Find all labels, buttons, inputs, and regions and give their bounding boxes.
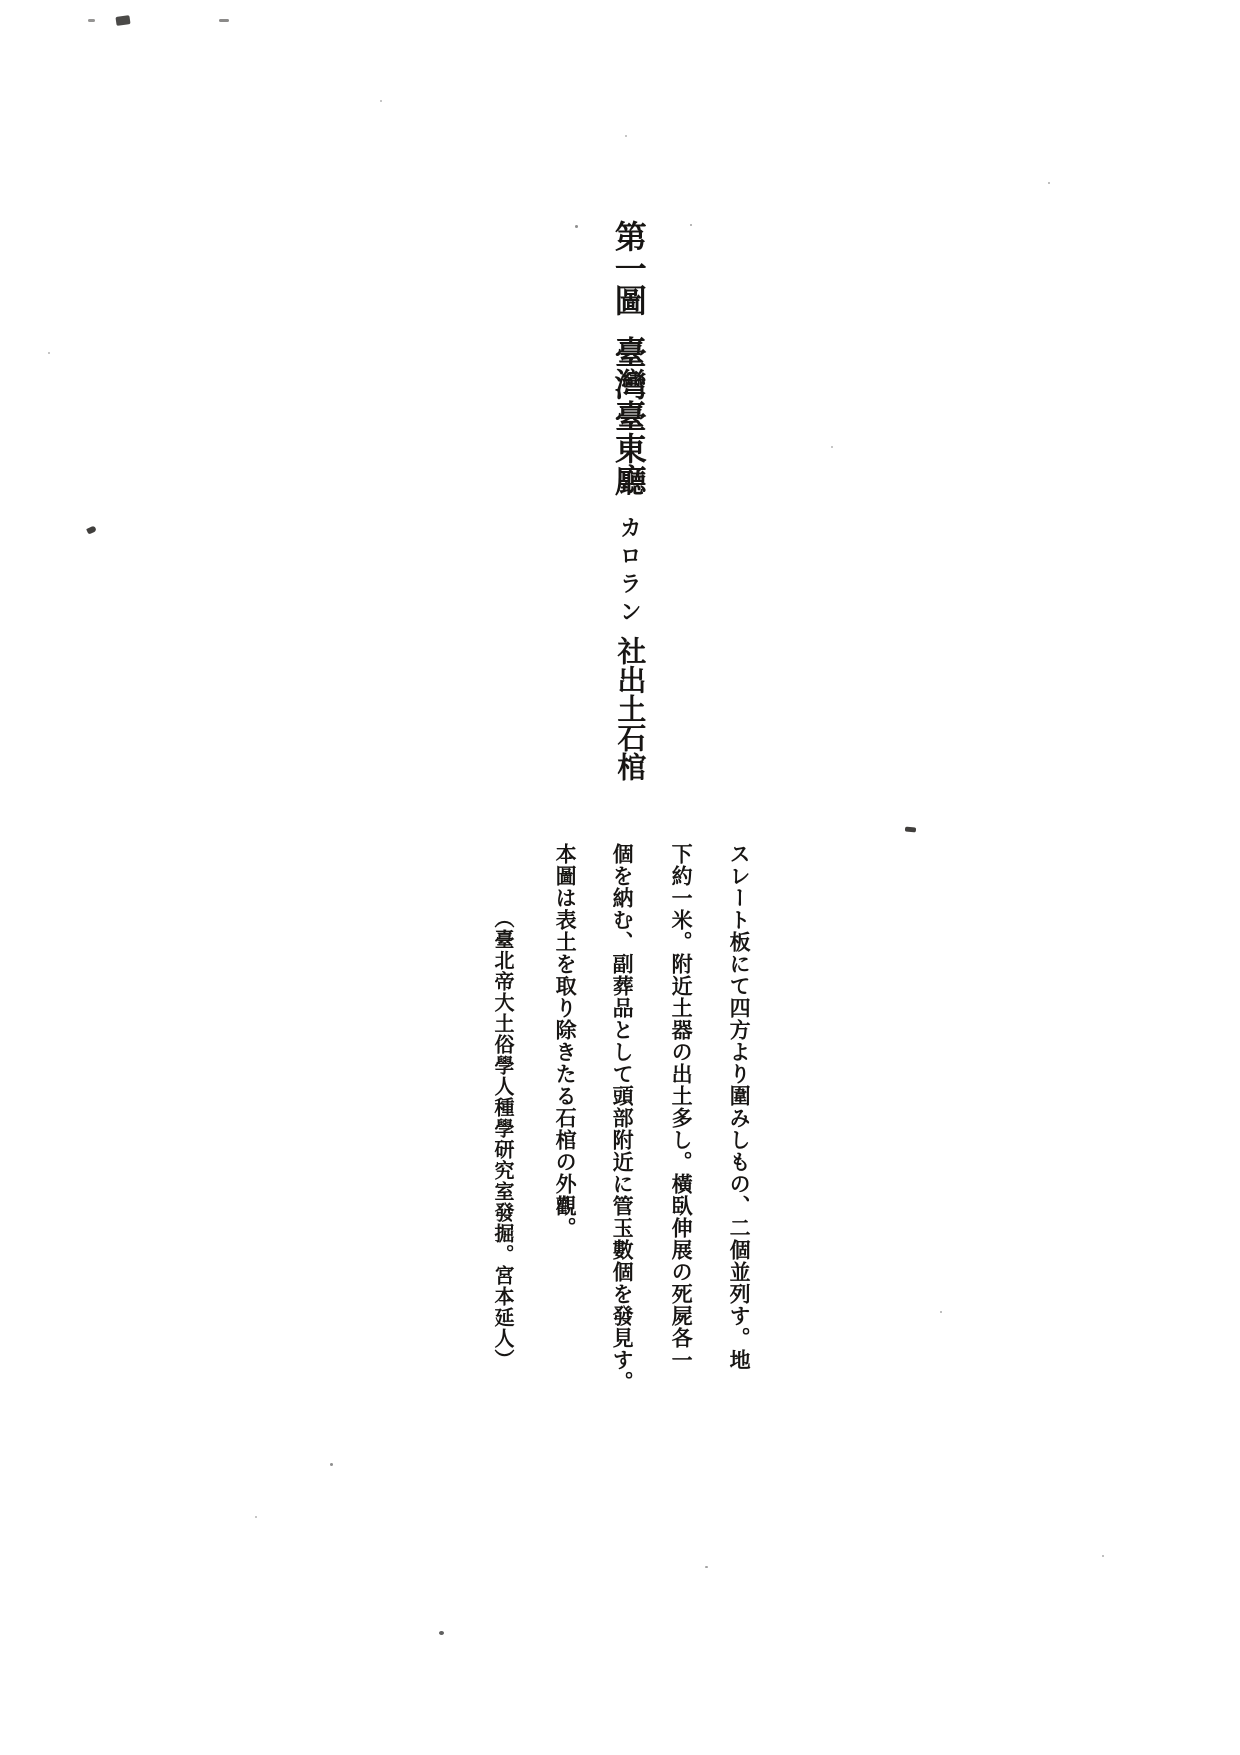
scan-speck xyxy=(705,1566,708,1568)
figure-title-site-kana: カロラン xyxy=(617,516,643,628)
scan-smudge xyxy=(88,19,95,22)
scan-speck xyxy=(831,446,833,448)
scan-smudge xyxy=(905,827,916,833)
attribution-line: （臺北帝大土俗學人種學研究室發掘。宮本延人） xyxy=(491,908,513,1370)
scan-speck xyxy=(625,135,627,137)
scan-speck xyxy=(439,1631,444,1635)
scan-speck xyxy=(330,1463,333,1466)
caption-column-4: 本圖は表土を取り除きたる石棺の外觀。 xyxy=(553,843,578,1239)
figure-number: 第一圖 xyxy=(610,220,647,316)
scan-speck xyxy=(940,1311,942,1313)
scan-comma-mark xyxy=(86,525,97,534)
scan-speck xyxy=(255,1516,257,1518)
scan-speck xyxy=(690,224,692,226)
scan-speck xyxy=(1102,1555,1104,1557)
caption-column-1: スレート板にて四方より圍みしもの、二個並列す。地 xyxy=(727,843,752,1371)
scan-speck xyxy=(1048,182,1050,184)
scan-speck xyxy=(380,100,382,102)
figure-title-site-suffix: 社出土石棺 xyxy=(613,636,646,781)
figure-title-region: 臺灣臺東廳 xyxy=(610,336,647,496)
scan-speck xyxy=(48,352,50,354)
scan-speck xyxy=(575,225,578,228)
caption-column-2: 下約一米。附近土器の出土多し。橫臥伸展の死屍各一 xyxy=(669,843,694,1371)
scan-smudge xyxy=(219,19,229,22)
caption-column-3: 個を納む、副葬品として頭部附近に管玉數個を發見す。 xyxy=(610,843,635,1393)
scan-smudge xyxy=(115,15,130,26)
